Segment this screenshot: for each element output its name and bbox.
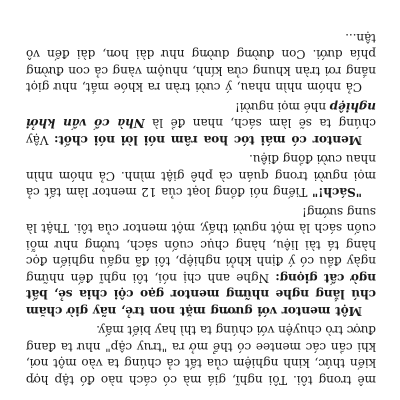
text-line: người thấy, một mentor của tôi. Thật là sung sướng!: [25, 205, 376, 236]
text-line-bold: chú lắng nghe những mentor gạo cội chia sẻ, bất ngờ cất: [26, 271, 376, 302]
text-line: thức, kinh nghiệm của tất cả chúng ta vào một nơi, khi cần: [26, 340, 376, 371]
paragraph-end-road: [26, 322, 376, 388]
text-line: hàng chục cuốn sách, tưởng như mỗi cuốn sách là một: [26, 221, 376, 252]
paragraph-young-mentor: [26, 204, 376, 320]
text-line: cả mọi người trong quán cà phê giật mình. Cả nhóm nhìn: [26, 169, 376, 200]
paragraph-conclusion: [26, 99, 376, 149]
text-line: phía dưới. Con đường dường như dài hơn, dài đến vô tận...: [26, 31, 376, 62]
text-line: các mentee có thể mở ra "truy cập" như ta đang được trò: [26, 323, 376, 354]
text-line: nhau cười đồng điệu.: [249, 152, 376, 167]
text-line: Vậy chúng ta sẽ làm sách, nhan đề là: [26, 116, 376, 147]
text-line: mê trong tôi. Tôi nghĩ, giá mà có cách nào đó tập hợp kiến: [26, 356, 376, 387]
paragraph-sach: [26, 151, 376, 201]
text-line-bold: giọng:: [275, 271, 318, 285]
text-line-bold: Mentor có mái tóc hoa râm nói lời nói chốt:: [54, 133, 362, 147]
book-title-text: Nhà cố vấn khởi nghiệp: [25, 100, 376, 131]
text-line: Nghe anh chị nói, tôi nghĩ đến những ngày đầu có ý: [26, 254, 376, 285]
text-line: Tiếng nói đồng loạt của 12 mentor làm tất: [44, 185, 313, 200]
paragraph-smile: [26, 30, 376, 96]
text-line: nhé mọi người!: [235, 100, 330, 114]
text-line: định khởi nghiệp, tôi đã ngấu nghiến đọc hàng tá tài liệu,: [25, 238, 376, 269]
text-line: chuyện với chúng ta thì hay biết mấy.: [96, 323, 322, 338]
text-line: Cả nhóm nhìn nhau, ý cười tràn ra khóe mắt, như giọt nắng rơi tràn khung cửa kính, nhuộm vàng cả con đường: [26, 64, 376, 95]
text-quote-bold: "Sách!": [312, 185, 362, 200]
text-line-bold: Một mentor với gương mặt non trẻ, nãy giờ chăm: [26, 304, 362, 318]
